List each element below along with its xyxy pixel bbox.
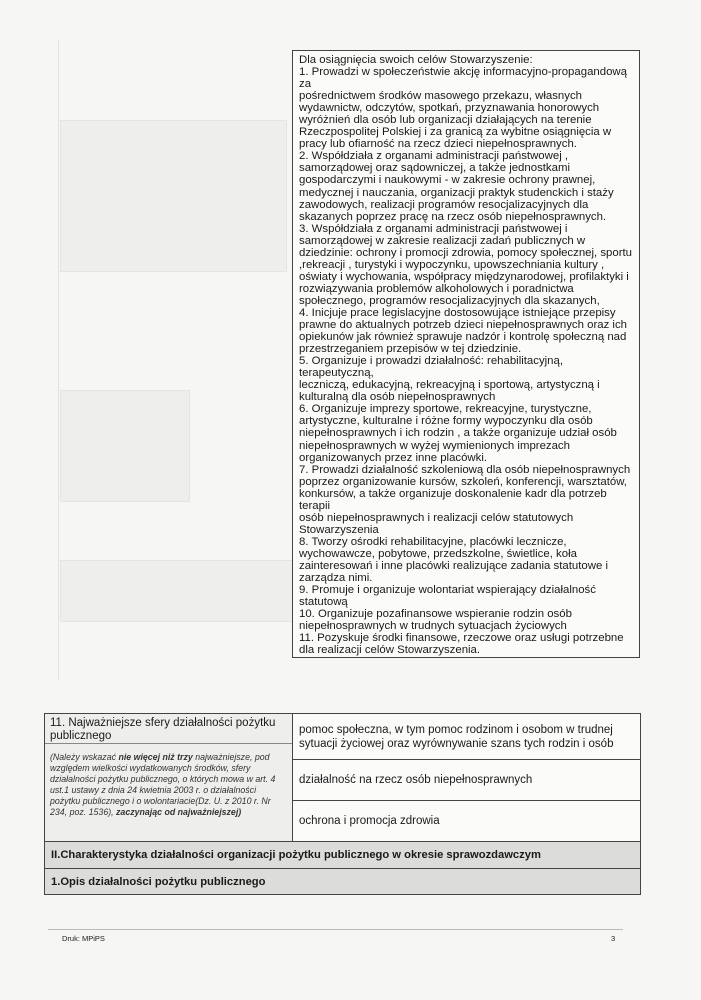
goals-intro: Dla osiągnięcia swoich celów Stowarzyszenie: xyxy=(299,54,533,66)
goal-item: 4. Inicjuje prace legislacyjne dostosowujące istniejące przepisy prawne do aktualnych potrzeb dzieci niepełnosprawnych oraz ich opiekunów jak również sprawuje nadzór i kontrolę społeczną nad przestrzeganiem przepisów w tej dziedzinie. xyxy=(299,306,627,356)
faint-background-block xyxy=(60,390,190,502)
goal-item: 9. Promuje i organizuje wolontariat wspierający działalność statutową xyxy=(299,584,596,609)
footer-divider xyxy=(48,929,623,930)
goal-item: 1. Prowadzi w społeczeństwie akcję informacyjno-propagandową za pośrednictwem środków masowego przekazu, własnych wydawnictw, odczytów, spotkań, przyznawania honorowych wyróżnień dla osób lub organizacji działających na terenie Rzeczpospolitej Polskiej i za granicą za wybitne osiągnięcia w pracy lub ofiarność na rzecz dzieci niepełnosprawnych. xyxy=(299,66,627,151)
goal-item: 7. Prowadzi działalność szkoleniową dla osób niepełnosprawnych poprzez organizowanie kursów, szkoleń, konferencji, warsztatów, konkursów, a także organizuje doskonalenie kadr dla potrzeb terapii osób niepełnosprawnych i realizacji celów statutowych Stowarzyszenia xyxy=(299,463,631,536)
margin-line xyxy=(58,40,59,680)
page-number: 3 xyxy=(611,934,616,943)
goal-item: 8. Tworzy ośrodki rehabilitacyjne, placówki lecznicze, wychowawcze, pobytowe, przedszkolne, świetlice, koła zainteresowań i inne placówki realizujące zadania statutowe i zarządza nimi. xyxy=(299,535,608,585)
goal-item: 6. Organizuje imprezy sportowe, rekreacyjne, turystyczne, artystyczne, kulturalne i różne formy wypoczynku dla osób niepełnosprawnych i ich rodzin , a także organizuje udział osób niepełnosprawnych w wyżej wymienionych imprezach organizowanych przez inne placówki. xyxy=(299,403,617,464)
spheres-label-title: 11. Najważniejsze sfery działalności pożytku publicznego xyxy=(45,714,292,744)
faint-background-block xyxy=(60,560,294,622)
faint-background-block xyxy=(60,120,287,272)
sphere-value-3: ochrona i promocja zdrowia xyxy=(299,815,440,827)
goal-item: 11. Pozyskuje środki finansowe, rzeczowe oraz usługi potrzebne dla realizacji celów Stowarzyszenia. xyxy=(299,632,624,657)
public-benefit-spheres-table xyxy=(44,713,641,895)
section-ii-heading: II.Charakterystyka działalności organizacji pożytku publicznego w okresie sprawozdawczym xyxy=(45,841,640,868)
goal-item: 10. Organizuje pozafinansowe wspieranie rodzin osób niepełnosprawnych w trudnych sytuacjach życiowych xyxy=(299,608,572,633)
sphere-value-1: pomoc społeczna, w tym pomoc rodzinom i osobom w trudnej sytuacji życiowej oraz wyrównywanie szans tych rodzin i osób xyxy=(293,714,640,760)
statutory-goals-box xyxy=(292,50,640,658)
section-1-heading: 1.Opis działalności pożytku publicznego xyxy=(45,868,640,894)
footer-print-label: Druk: MPiPS xyxy=(62,934,105,943)
spheres-instruction-note: (Należy wskazać nie więcej niż trzy najważniejsze, pod względem wielkości wydatkowanych środków, sfery działalności pożytku publicznego, o których mowa w art. 4 ust.1 ustawy z dnia 24 kwietnia 2003 r. o działalności pożytku publicznego i o wolontariacie(Dz. U. z 2010 r. Nr 234, poz. 1536), zaczynając od najważniejszej) xyxy=(50,752,276,817)
goal-item: 3. Współdziała z organami administracji państwowej i samorządowej w zakresie realizacji zadań publicznych w dziedzinie: ochrony i promocji zdrowia, pomocy społecznej, sportu ,rekreacji , turystyki i wypoczynku, upowszechniania kultury , oświaty i wychowania, współpracy międzynarodowej, profilaktyki i rozwiązywania problemów alkoholowych i poradnictwa społecznego, programów resocjalizacyjnych dla skazanych, xyxy=(299,222,633,307)
sphere-value-2: działalność na rzecz osób niepełnosprawnych xyxy=(293,760,640,801)
spheres-label-cell xyxy=(45,714,293,841)
goal-item: 5. Organizuje i prowadzi działalność: rehabilitacyjną, terapeutyczną, leczniczą, edukacyjną, rekreacyjną i sportową, artystyczną i kulturalną dla osób niepełnosprawnych xyxy=(299,355,600,404)
goal-item: 2. Współdziała z organami administracji państwowej , samorządowej oraz sądowniczej, a także jednostkami gospodarczymi i naukowymi - w zakresie ochrony prawnej, medycznej i nauczania, organizacji praktyk studenckich i staży zawodowych, realizacji programów resocjalizacyjnych dla skazanych poprzez pracę na rzecz osób niepełnosprawnych. xyxy=(299,150,614,223)
